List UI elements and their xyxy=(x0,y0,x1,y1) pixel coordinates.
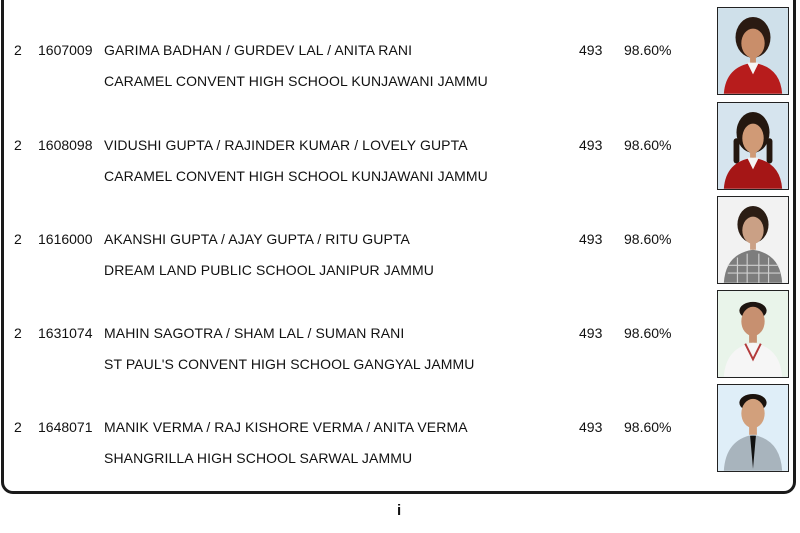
school-name: CARAMEL CONVENT HIGH SCHOOL KUNJAWANI JAMMU xyxy=(104,73,488,89)
student-photo xyxy=(717,384,789,472)
student-photo xyxy=(717,102,789,190)
rank-cell: 2 xyxy=(14,325,22,341)
roll-number-cell: 1608098 xyxy=(38,137,93,153)
roll-number-cell: 1631074 xyxy=(38,325,93,341)
rank-cell: 2 xyxy=(14,231,22,247)
percentage-cell: 98.60% xyxy=(624,325,672,341)
student-parent-names: MANIK VERMA / RAJ KISHORE VERMA / ANITA VERMA xyxy=(104,419,468,435)
student-photo-boy-icon xyxy=(718,291,788,377)
percentage-cell: 98.60% xyxy=(624,137,672,153)
result-row xyxy=(0,137,800,231)
school-name: ST PAUL'S CONVENT HIGH SCHOOL GANGYAL JAMMU xyxy=(104,356,475,372)
rank-cell: 2 xyxy=(14,419,22,435)
school-name: SHANGRILLA HIGH SCHOOL SARWAL JAMMU xyxy=(104,450,413,466)
result-row xyxy=(0,42,800,136)
page-marker: i xyxy=(397,502,402,519)
marks-cell: 493 xyxy=(579,42,603,58)
result-row xyxy=(0,325,800,419)
roll-number-cell: 1648071 xyxy=(38,419,93,435)
student-photo-girl-icon xyxy=(718,8,788,94)
percentage-cell: 98.60% xyxy=(624,42,672,58)
student-photo-boy-icon xyxy=(718,385,788,471)
percentage-cell: 98.60% xyxy=(624,231,672,247)
marks-cell: 493 xyxy=(579,137,603,153)
student-parent-names: MAHIN SAGOTRA / SHAM LAL / SUMAN RANI xyxy=(104,325,405,341)
student-photo xyxy=(717,196,789,284)
student-parent-names: VIDUSHI GUPTA / RAJINDER KUMAR / LOVELY GUPTA xyxy=(104,137,468,153)
school-name: DREAM LAND PUBLIC SCHOOL JANIPUR JAMMU xyxy=(104,262,434,278)
roll-number-cell: 1616000 xyxy=(38,231,93,247)
student-parent-names: AKANSHI GUPTA / AJAY GUPTA / RITU GUPTA xyxy=(104,231,411,247)
percentage-cell: 98.60% xyxy=(624,419,672,435)
result-row xyxy=(0,231,800,325)
marks-cell: 493 xyxy=(579,419,603,435)
marks-cell: 493 xyxy=(579,231,603,247)
rank-cell: 2 xyxy=(14,42,22,58)
roll-number-cell: 1607009 xyxy=(38,42,93,58)
rank-cell: 2 xyxy=(14,137,22,153)
student-photo xyxy=(717,290,789,378)
result-row xyxy=(0,419,800,513)
student-photo-girl-icon xyxy=(718,197,788,283)
student-parent-names: GARIMA BADHAN / GURDEV LAL / ANITA RANI xyxy=(104,42,413,58)
school-name: CARAMEL CONVENT HIGH SCHOOL KUNJAWANI JAMMU xyxy=(104,168,488,184)
student-photo-girl-icon xyxy=(718,103,788,189)
student-photo xyxy=(717,7,789,95)
marks-cell: 493 xyxy=(579,325,603,341)
